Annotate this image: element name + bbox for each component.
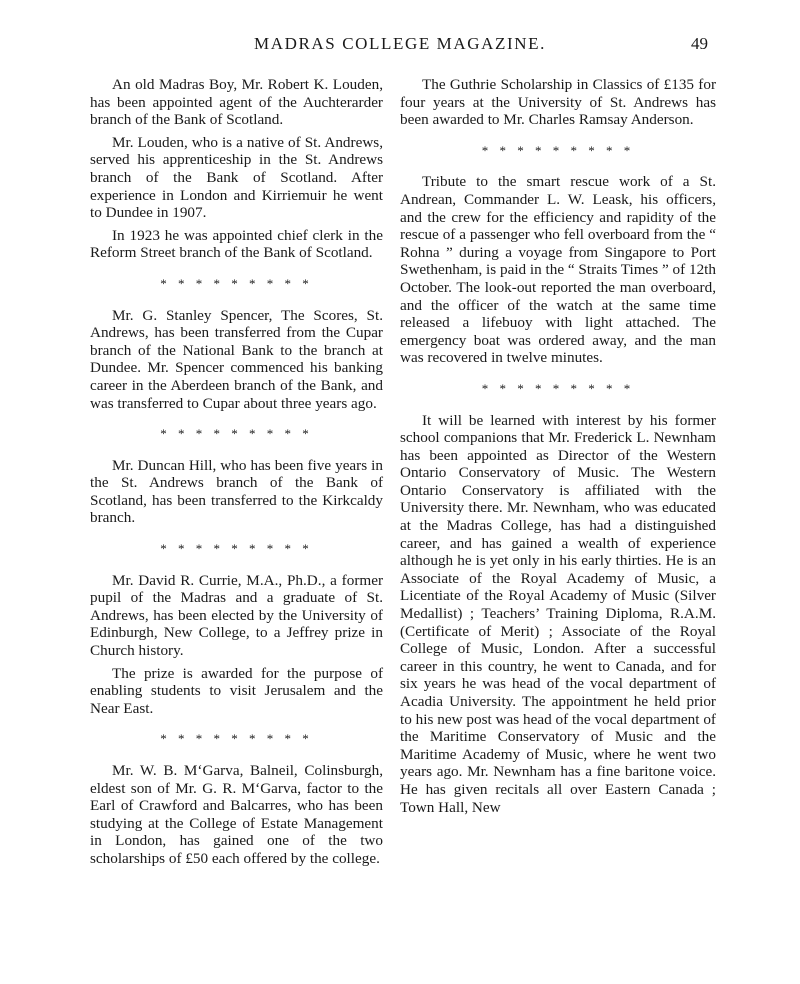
separator: * * * * * * * * * <box>160 541 313 557</box>
paragraph: Mr. Duncan Hill, who has been five years in the St. Andrews branch of the Bank of Scotland, has been transferred to the Kirkcaldy branch. <box>90 456 383 527</box>
page-header <box>0 34 800 60</box>
paragraph: Mr. David R. Currie, M.A., Ph.D., a former pupil of the Madras and a graduate of St. Andrews, has been elected by the University of Edinburgh, New College, to a Jeffrey prize in Church history. <box>90 571 383 660</box>
separator: * * * * * * * * * <box>160 731 313 747</box>
article-newnham <box>400 412 716 817</box>
magazine-title: MADRAS COLLEGE MAGAZINE. <box>254 34 546 53</box>
paragraph: Mr. Louden, who is a native of St. Andrews, served his apprenticeship in the St. Andrews branch of the Bank of Scotland. After experience in London and Kirriemuir he went to Dundee in 1907. <box>90 133 383 222</box>
paragraph: Mr. G. Stanley Spencer, The Scores, St. Andrews, has been transferred from the Cupar branch of the National Bank to the branch at Dundee. Mr. Spencer commenced his banking career in the Aberdeen branch of the Bank, and was transferred to Cupar about three years ago. <box>90 306 383 412</box>
right-column <box>400 76 716 821</box>
paragraph: The prize is awarded for the purpose of enabling students to visit Jerusalem and the Near East. <box>90 664 383 717</box>
paragraph: It will be learned with interest by his former school companions that Mr. Frederick L. Newnham has been appointed as Director of the Western Ontario Conservatory of Music. The Western Ontario Conservatory is affiliated with the University there. Mr. Newnham, who was educated at the Madras College, has had a distinguished career, and has gained a wealth of experience although he is yet only in his early thirties. He is an Associate of the Royal Academy of Music, a Licentiate of the Royal Academy of Music (Silver Medallist) ; Teachers’ Training Diploma, R.A.M. (Certificate of Merit) ; Associate of the Royal College of Music, London. After a successful career in this country, he went to Canada, and for six years he was head of the vocal department of Acadia University. The appointment he held prior to his new post was head of the vocal department of the Maritime Conservatory of Music and the Maritime Academy of Music, where he went two years ago. Mr. Newnham has a fine baritone voice. He has given recitals all over Eastern Canada ; Town Hall, New <box>400 411 716 816</box>
article-currie <box>90 572 383 718</box>
left-column <box>90 76 383 873</box>
paragraph: In 1923 he was appointed chief clerk in the Reform Street branch of the Bank of Scotland. <box>90 226 383 262</box>
separator: * * * * * * * * * <box>160 275 313 291</box>
paragraph: An old Madras Boy, Mr. Robert K. Louden, has been appointed agent of the Auchterarder branch of the Bank of Scotland. <box>90 76 383 129</box>
paragraph: Tribute to the smart rescue work of a St. Andrean, Commander L. W. Leask, his officers, and the crew for the efficiency and rapidity of the rescue of a passenger who fell overboard from the “ Rohna ” during a voyage from Singapore to Port Swethenham, is paid in the “ Straits Times ” of 12th October. The look-out reported the man overboard, and the officer of the watch at the same time released a lifebuoy with light attached. The emergency boat was ordered away, and the man was recovered in twelve minutes. <box>400 173 716 367</box>
paragraph: Mr. W. B. M‘Garva, Balneil, Colinsburgh, eldest son of Mr. G. R. M‘Garva, factor to the Earl of Crawford and Balcarres, who has been studying at the College of Estate Management in London, has gained one of the two scholarships of £50 each offered by the college. <box>90 762 383 867</box>
article-mcgarva <box>90 762 383 868</box>
separator: * * * * * * * * * <box>481 380 635 396</box>
article-spencer <box>90 307 383 413</box>
separator: * * * * * * * * * <box>481 142 635 158</box>
separator: * * * * * * * * * <box>160 426 313 442</box>
article-guthrie-scholarship <box>400 76 716 129</box>
article-hill <box>90 457 383 527</box>
article-louden <box>90 76 383 262</box>
page-number: 49 <box>691 34 708 53</box>
paragraph: The Guthrie Scholarship in Classics of £135 for four years at the University of St. Andrews has been awarded to Mr. Charles Ramsay Anderson. <box>400 76 716 129</box>
article-rohna-rescue <box>400 173 716 367</box>
